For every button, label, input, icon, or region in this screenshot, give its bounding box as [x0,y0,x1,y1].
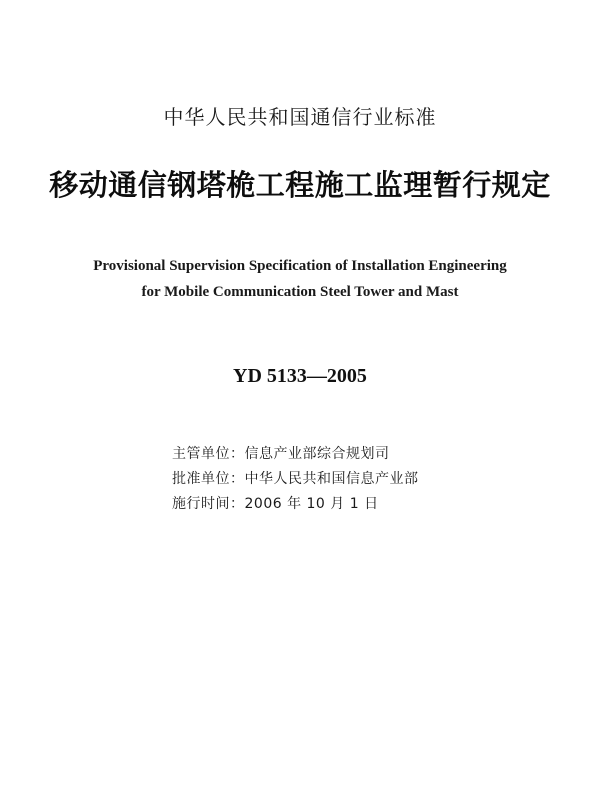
approval-authority-line: 批准单位：中华人民共和国信息产业部 [172,471,419,487]
document-title-chinese: 移动通信钢塔桅工程施工监理暂行规定 [49,168,551,202]
standard-code: YD 5133—2005 [233,365,367,387]
effective-date-line: 施行时间：2006 年 10 月 1 日 [172,496,379,512]
document-title-english-line-2: for Mobile Communication Steel Tower and Mast [141,284,459,300]
competent-authority-line: 主管单位：信息产业部综合规划司 [172,446,390,462]
standard-series-heading: 中华人民共和国通信行业标准 [163,105,437,129]
document-title-english-line-1: Provisional Supervision Specification of Installation Engineering [93,258,507,274]
